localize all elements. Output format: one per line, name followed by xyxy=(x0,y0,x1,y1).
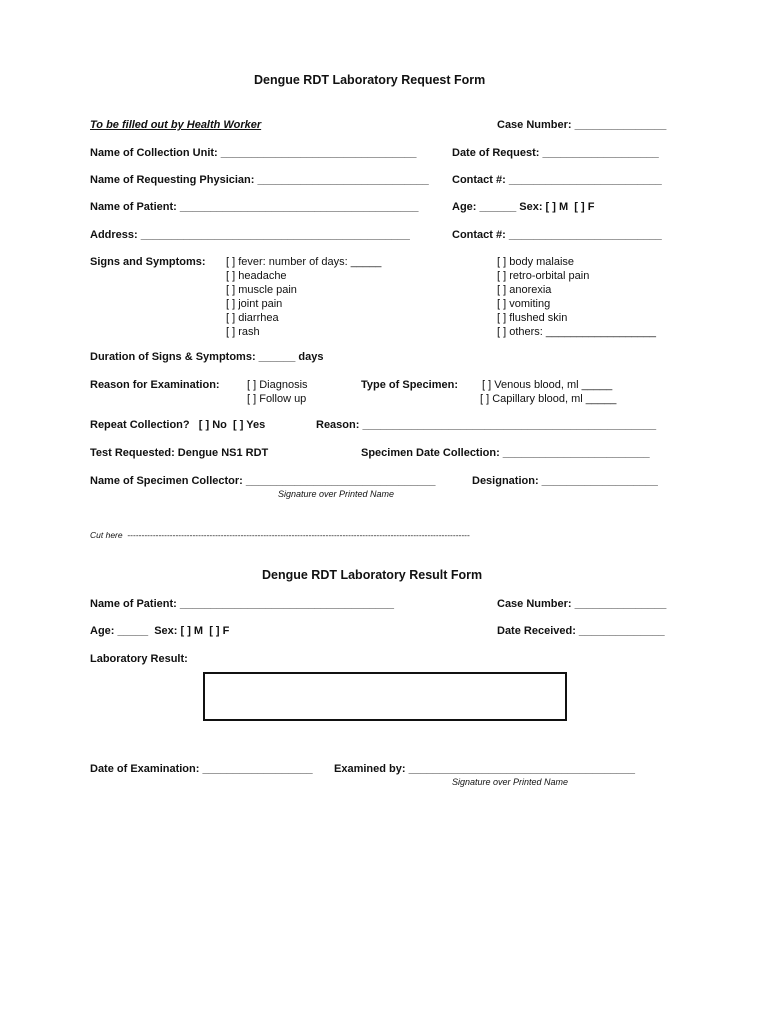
examined-by-field[interactable]: Examined by: _____________________________________ xyxy=(334,763,635,775)
repeat-collection-field[interactable]: Repeat Collection? [ ] No [ ] Yes xyxy=(90,419,266,431)
case-number-field[interactable]: Case Number: _______________ xyxy=(497,119,667,131)
symptom-checkbox[interactable]: [ ] body malaise xyxy=(497,256,575,268)
reason-option-diagnosis[interactable]: [ ] Diagnosis xyxy=(247,379,308,391)
result-patient-name-field[interactable]: Name of Patient: ___________________________________ xyxy=(90,598,394,610)
collection-unit-field[interactable]: Name of Collection Unit: ________________________________ xyxy=(90,147,417,159)
symptom-checkbox[interactable]: [ ] joint pain xyxy=(226,298,283,310)
age-sex-field[interactable]: Age: ______ Sex: [ ] M [ ] F xyxy=(452,201,595,213)
reason-option-follow-up[interactable]: [ ] Follow up xyxy=(247,393,307,405)
address-field[interactable]: Address: ____________________________________________ xyxy=(90,229,410,241)
specimen-option-capillary[interactable]: [ ] Capillary blood, ml _____ xyxy=(480,393,617,405)
filled-by-note: To be filled out by Health Worker xyxy=(90,119,262,131)
lab-result-box[interactable] xyxy=(203,672,567,721)
duration-field[interactable]: Duration of Signs & Symptoms: ______ days xyxy=(90,351,324,363)
symptom-checkbox[interactable]: [ ] flushed skin xyxy=(497,312,568,324)
result-signature-note: Signature over Printed Name xyxy=(452,777,569,787)
request-form-title: Dengue RDT Laboratory Request Form xyxy=(254,73,486,87)
symptom-checkbox[interactable]: [ ] rash xyxy=(226,326,260,338)
symptom-checkbox[interactable]: [ ] vomiting xyxy=(497,298,551,310)
date-of-exam-field[interactable]: Date of Examination: __________________ xyxy=(90,763,313,775)
cut-line xyxy=(90,529,470,542)
patient-name-field[interactable]: Name of Patient: _______________________________________ xyxy=(90,201,419,213)
specimen-date-field[interactable]: Specimen Date Collection: ________________________ xyxy=(361,447,650,459)
reason-for-exam-label: Reason for Examination: xyxy=(90,379,220,391)
lab-result-label: Laboratory Result: xyxy=(90,653,188,665)
result-form-title: Dengue RDT Laboratory Result Form xyxy=(262,568,483,582)
cut-dashes: ------------------------------------------------------------------------------------------------------------------------- xyxy=(127,530,470,540)
symptom-checkbox[interactable]: [ ] others: __________________ xyxy=(497,326,657,338)
symptom-checkbox[interactable]: [ ] diarrhea xyxy=(226,312,279,324)
designation-field[interactable]: Designation: ___________________ xyxy=(472,475,658,487)
symptom-checkbox[interactable]: [ ] muscle pain xyxy=(226,284,297,296)
reason-field[interactable]: Reason: ________________________________________________ xyxy=(316,419,657,431)
specimen-collector-field[interactable]: Name of Specimen Collector: _______________________________ xyxy=(90,475,436,487)
date-received-field[interactable]: Date Received: ______________ xyxy=(497,625,665,637)
signs-symptoms-label: Signs and Symptoms: xyxy=(90,256,206,268)
contact-field-2[interactable]: Contact #: _________________________ xyxy=(452,229,662,241)
test-requested: Test Requested: Dengue NS1 RDT xyxy=(90,447,269,459)
signature-note: Signature over Printed Name xyxy=(278,489,395,499)
symptom-checkbox[interactable]: [ ] headache xyxy=(226,270,287,282)
symptom-checkbox[interactable]: [ ] fever: number of days: _____ xyxy=(226,256,382,268)
contact-field-1[interactable]: Contact #: _________________________ xyxy=(452,174,662,186)
result-age-sex-field[interactable]: Age: _____ Sex: [ ] M [ ] F xyxy=(90,625,230,637)
cut-here-label: Cut here xyxy=(90,530,123,540)
result-case-number-field[interactable]: Case Number: _______________ xyxy=(497,598,667,610)
specimen-option-venous[interactable]: [ ] Venous blood, ml _____ xyxy=(482,379,613,391)
symptom-checkbox[interactable]: [ ] anorexia xyxy=(497,284,552,296)
requesting-physician-field[interactable]: Name of Requesting Physician: ____________________________ xyxy=(90,174,429,186)
specimen-type-label: Type of Specimen: xyxy=(361,379,458,391)
date-of-request-field[interactable]: Date of Request: ___________________ xyxy=(452,147,659,159)
symptom-checkbox[interactable]: [ ] retro-orbital pain xyxy=(497,270,590,282)
